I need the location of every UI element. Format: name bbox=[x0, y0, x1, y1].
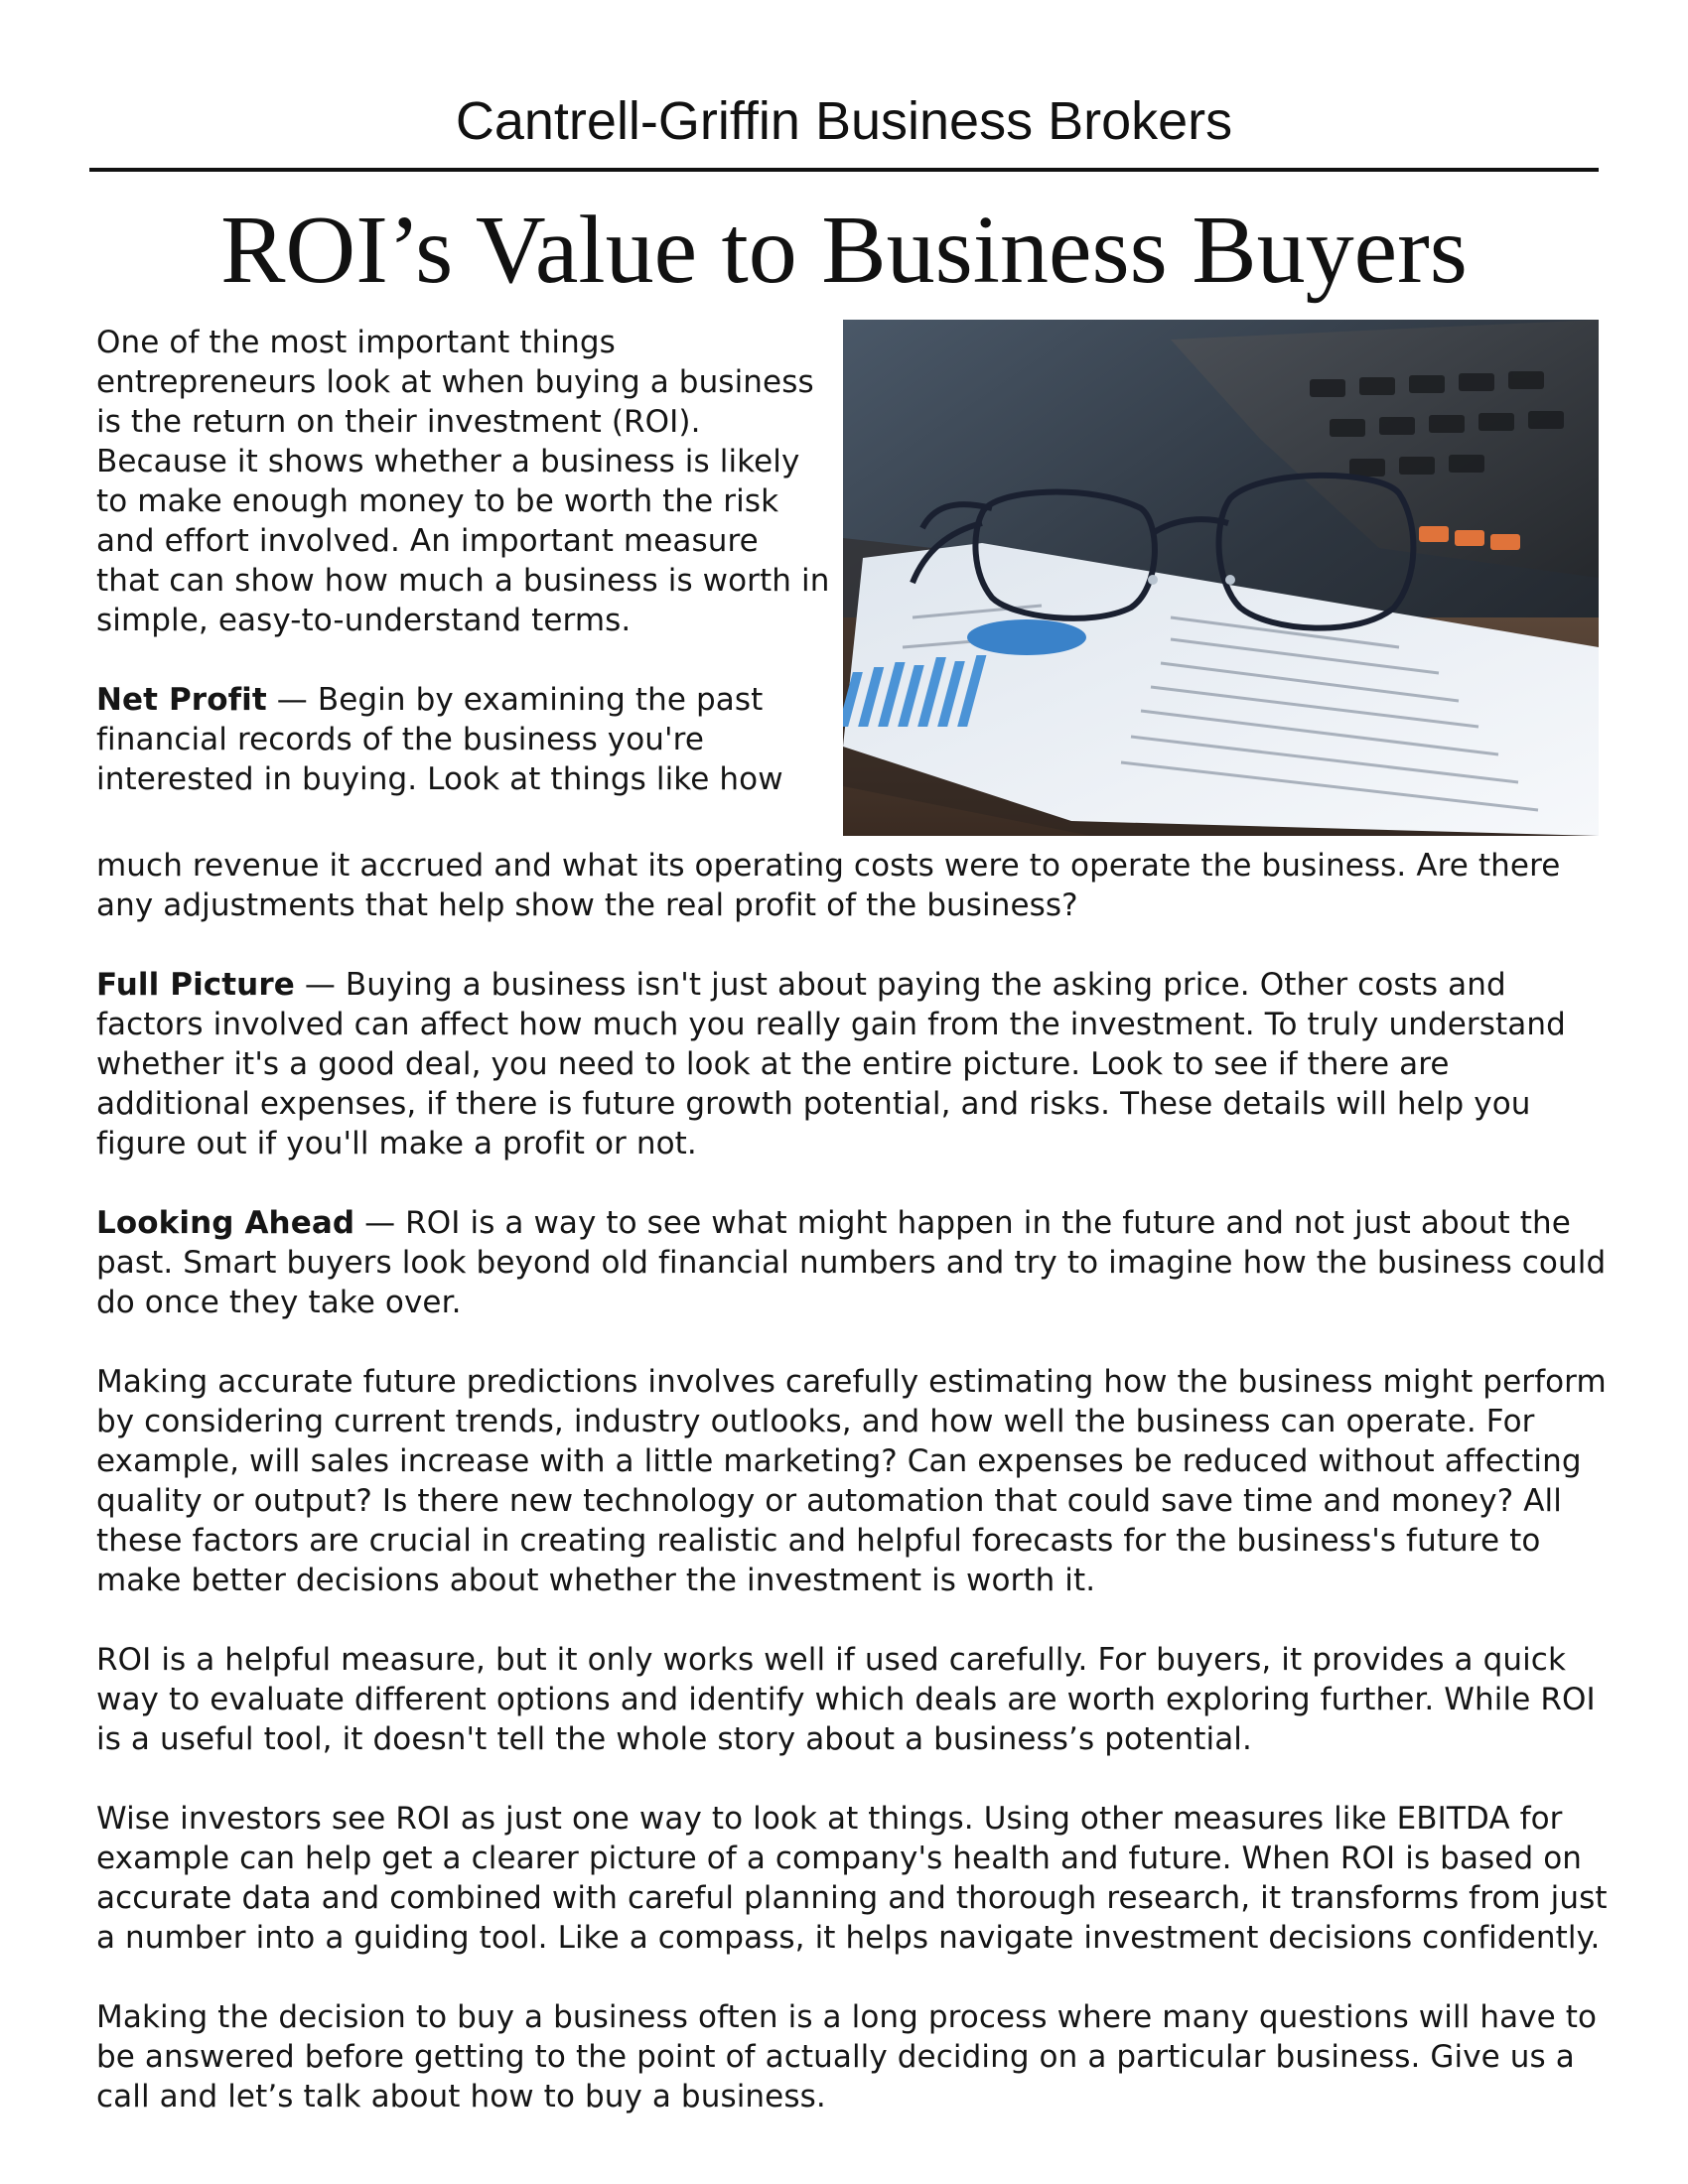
looking-ahead-paragraph bbox=[96, 1203, 1611, 1322]
company-name: Cantrell-Griffin Business Brokers bbox=[455, 91, 1233, 151]
full-picture-text: — Buying a business isn't just about paying the asking price. Other costs and factors involved can affect how much you really gain from the investment. To truly understand whether it's a good deal, you need to look at the entire picture. Look to see if there are additional expenses, if there is future growth potential, and risks. These details will help you figure out if you'll make a profit or not. bbox=[96, 967, 1566, 1161]
looking-ahead-heading: Looking Ahead bbox=[96, 1205, 355, 1241]
article-title: ROI’s Value to Business Buyers bbox=[220, 197, 1468, 304]
article-body bbox=[96, 846, 1611, 2156]
net-profit-paragraph-start bbox=[96, 680, 831, 799]
glasses-on-report-photo bbox=[843, 320, 1599, 836]
predictions-paragraph: Making accurate future predictions involves carefully estimating how the business might perform by considering current trends, industry outlooks, and how well the business can operate. For example, will sales increase with a little marketing? Can expenses be reduced without affecting quality or output? Is there new technology or automation that could save time and money? All these factors are crucial in creating realistic and helpful forecasts for the business's future to make better decisions about whether the investment is worth it. bbox=[96, 1364, 1607, 1598]
looking-ahead-text: — ROI is a way to see what might happen in the future and not just about the past. Smart buyers look beyond old financial numbers and try to imagine how the business could do once they take over. bbox=[96, 1205, 1607, 1320]
intro-column bbox=[96, 323, 831, 799]
helpful-measure-paragraph: ROI is a helpful measure, but it only works well if used carefully. For buyers, it provides a quick way to evaluate different options and identify which deals are worth exploring further. While ROI is a useful tool, it doesn't tell the whole story about a business’s potential. bbox=[96, 1642, 1596, 1757]
net-profit-heading: Net Profit bbox=[96, 682, 267, 718]
eyeglasses-on-financial-report-icon bbox=[843, 320, 1599, 836]
full-picture-paragraph bbox=[96, 965, 1611, 1163]
intro-paragraph: One of the most important things entrepreneurs look at when buying a business is the return on their investment (ROI). Because it shows whether a business is likely to make enough money to be worth the risk and effort involved. An important measure that can show how much a business is worth in simple, easy-to-understand terms. bbox=[96, 325, 830, 638]
net-profit-text-start: — Begin by examining the past financial records of the business you're interested in buying. Look at things like how bbox=[96, 682, 783, 797]
closing-paragraph: Making the decision to buy a business often is a long process where many questions will have to be answered before getting to the point of actually deciding on a particular business. Give us a call and let’s talk about how to buy a business. bbox=[96, 1999, 1598, 2115]
full-picture-heading: Full Picture bbox=[96, 967, 295, 1003]
header-divider bbox=[89, 168, 1599, 172]
wise-investors-paragraph: Wise investors see ROI as just one way to look at things. Using other measures like EBITDA for example can help get a clearer picture of a company's health and future. When ROI is based on accurate data and combined with careful planning and thorough research, it transforms from just a number into a guiding tool. Like a compass, it helps navigate investment decisions confidently. bbox=[96, 1801, 1608, 1956]
net-profit-paragraph-end: much revenue it accrued and what its operating costs were to operate the business. Are there any adjustments that help show the real profit of the business? bbox=[96, 848, 1561, 923]
